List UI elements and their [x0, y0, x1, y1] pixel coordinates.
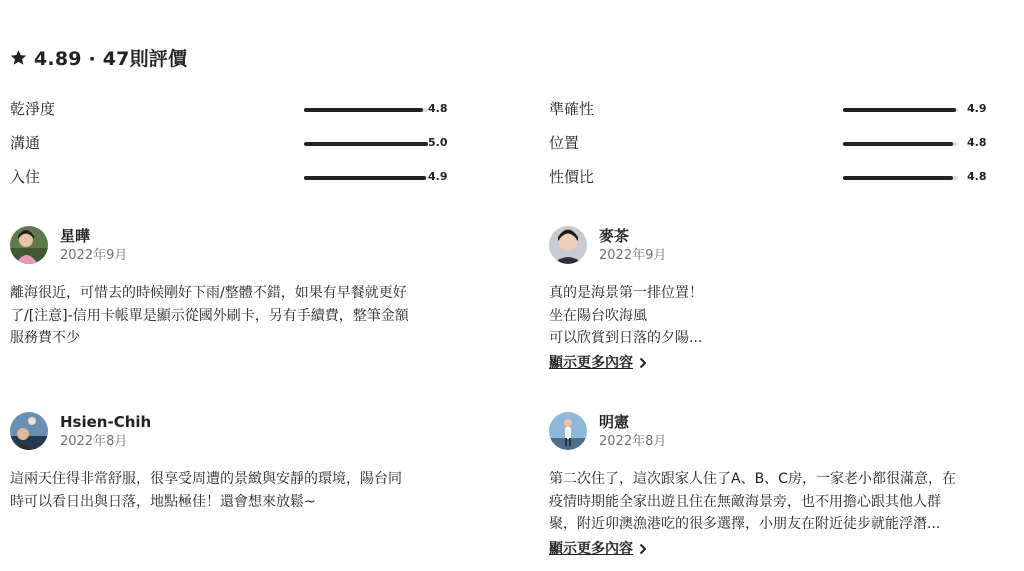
- review-line: 離海很近，可惜去的時候剛好下雨/整體不錯，如果有早餐就更好: [10, 285, 407, 301]
- review-line: 這兩天住得非常舒服，很享受周遭的景緻與安靜的環境，陽台同: [10, 471, 402, 487]
- review-date: 2022年8月: [599, 434, 667, 449]
- rating-label: 性價比: [549, 168, 595, 186]
- rating-bar-fill: [304, 142, 428, 146]
- rating-bar: [304, 142, 428, 146]
- star-icon: [10, 49, 27, 66]
- rating-value: 4.8: [428, 102, 448, 115]
- review-line: 時可以看日出與日落，地點極佳！還會想來放鬆~: [10, 493, 316, 510]
- avatar-photo-icon: [549, 412, 587, 450]
- review-date: 2022年8月: [60, 434, 128, 449]
- review-date: 2022年9月: [60, 248, 128, 263]
- rating-value: 4.8: [967, 170, 987, 183]
- show-more-label: 顯示更多內容: [549, 541, 633, 557]
- rating-value: 5.0: [428, 136, 448, 149]
- rating-row-accuracy: [549, 98, 989, 122]
- reviewer-name[interactable]: Hsien-Chih: [60, 413, 152, 431]
- avatar-photo-icon: [549, 226, 587, 264]
- show-more-button[interactable]: [549, 539, 647, 559]
- reviewer-avatar[interactable]: [549, 226, 587, 264]
- rating-bar-fill: [304, 176, 426, 180]
- rating-label: 溝通: [10, 134, 41, 152]
- reviewer-name[interactable]: 明憲: [599, 413, 630, 431]
- review-line: 疫情時期能全家出遊且住在無敵海景旁，也不用擔心跟其他人群: [549, 493, 941, 510]
- rating-bar: [304, 176, 428, 180]
- rating-header: [10, 44, 187, 71]
- rating-summary: 4.89 · 47則評價: [34, 48, 188, 70]
- rating-row-location: [549, 132, 989, 156]
- rating-value: 4.9: [967, 102, 987, 115]
- review-line: 服務費不少: [10, 330, 80, 346]
- rating-bar-fill: [843, 108, 956, 112]
- review-line: 了/[注意]-信用卡帳單是顯示從國外刷卡，另有手續費，整筆金額: [10, 307, 409, 324]
- review-line: 聚，附近卯澳漁港吃的很多選擇，小朋友在附近徒步就能浮潛...: [549, 516, 941, 532]
- review-line: 坐在陽台吹海風: [549, 307, 647, 324]
- rating-bar: [843, 108, 958, 112]
- rating-bar-fill: [843, 142, 953, 146]
- review-line: 真的是海景第一排位置！: [549, 285, 703, 301]
- rating-label: 位置: [549, 134, 580, 152]
- rating-label: 入住: [10, 168, 41, 186]
- review-text: [10, 468, 450, 513]
- avatar-photo-icon: [10, 412, 48, 450]
- show-more-label: 顯示更多內容: [549, 355, 633, 371]
- review-text: [549, 468, 989, 536]
- reviewer-avatar[interactable]: [10, 226, 48, 264]
- rating-label: 乾淨度: [10, 100, 56, 118]
- rating-bar: [304, 108, 428, 112]
- reviewer-avatar[interactable]: [10, 412, 48, 450]
- rating-bar-fill: [843, 176, 953, 180]
- rating-row-value: [549, 166, 989, 190]
- rating-label: 準確性: [549, 100, 595, 118]
- reviewer-avatar[interactable]: [549, 412, 587, 450]
- review-date: 2022年9月: [599, 248, 667, 263]
- review-text: [549, 282, 989, 350]
- rating-value: 4.9: [428, 170, 448, 183]
- reviewer-name[interactable]: 星曄: [60, 227, 91, 245]
- rating-bar-fill: [304, 108, 423, 112]
- rating-bar: [843, 176, 958, 180]
- reviewer-name[interactable]: 麥茶: [599, 227, 630, 245]
- chevron-right-icon: [639, 357, 647, 369]
- chevron-right-icon: [639, 543, 647, 555]
- rating-row-checkin: [10, 166, 450, 190]
- rating-row-cleanliness: [10, 98, 450, 122]
- review-line: 可以欣賞到日落的夕陽...: [549, 330, 703, 346]
- review-text: [10, 282, 450, 350]
- show-more-button[interactable]: [549, 353, 647, 373]
- rating-bar: [843, 142, 958, 146]
- avatar-photo-icon: [10, 226, 48, 264]
- rating-value: 4.8: [967, 136, 987, 149]
- review-line: 第二次住了，這次跟家人住了A、B、C房，一家老小都很滿意，在: [549, 471, 956, 487]
- rating-row-communication: [10, 132, 450, 156]
